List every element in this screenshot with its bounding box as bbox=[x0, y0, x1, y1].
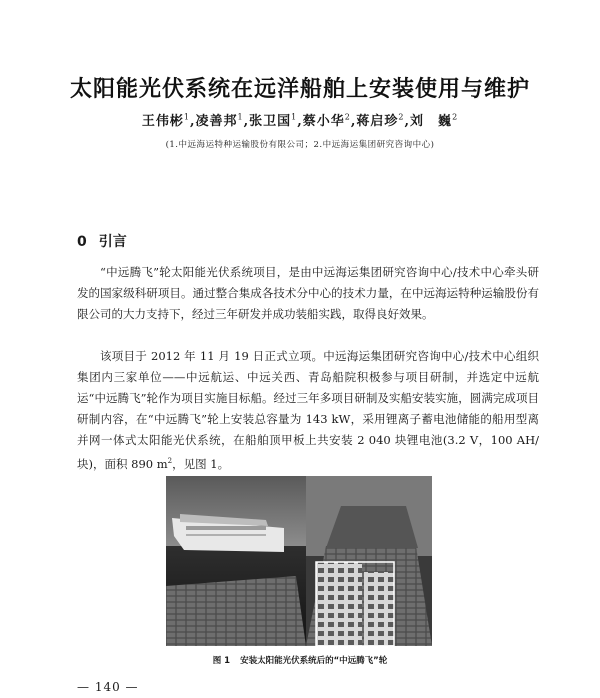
building-inset bbox=[364, 572, 394, 646]
section-title: 引言 bbox=[98, 234, 127, 250]
body-paragraph-2: 该项目于 2012 年 11 月 19 日正式立项。中远海运集团研究咨询中心/技术中心组织集团内三家单位——中远航运、中远关西、青岛船院积极参与项目研制，并选定中远航运“中远腾飞”轮作为项目实施目标船。经过三年多项目研制及实船安装实施，圆满完成项目研制内容，在“中远腾飞”轮上安装总容量为 143 kW，采用锂离子蓄电池储能的船用型离并网一体式太阳能光伏系统，在船舶顶甲板上共安装 2 040 块锂电池(3.2 V，100 AH/块)，面积 890 $m^2$，见图 1。 bbox=[77, 349, 539, 471]
solar-panel-closeup bbox=[166, 576, 306, 646]
deck-surface bbox=[326, 506, 418, 548]
author: 张卫国$^1$ bbox=[249, 112, 298, 129]
author-affiliations: (1.中远海运特种运输股份有限公司；2.中远海运集团研究咨询中心) bbox=[165, 140, 435, 150]
author: 王伟彬$^1$ bbox=[141, 112, 190, 129]
figure-1-image bbox=[166, 476, 432, 646]
article-title: 太阳能光伏系统在远洋船舶上安装使用与维护 bbox=[69, 77, 530, 102]
author: 凌善邦$^1$ bbox=[195, 112, 244, 129]
figure-1-caption bbox=[0, 654, 600, 666]
figure-caption-text: 安装太阳能光伏系统后的“中远腾飞”轮 bbox=[240, 656, 388, 666]
section-heading bbox=[77, 231, 127, 251]
author: 蔡小华$^2$ bbox=[302, 112, 351, 129]
author: 蒋启珍$^2$ bbox=[356, 112, 405, 129]
author-list: 王伟彬$^1$,凌善邦$^1$,张卫国$^1$,蔡小华$^2$,蒋启珍$^2$,刘 巍$^2$ bbox=[141, 112, 459, 129]
author: 刘 巍$^2$ bbox=[410, 112, 459, 129]
figure-number: 图 1 bbox=[212, 656, 231, 666]
body-paragraph-1: “中远腾飞”轮太阳能光伏系统项目，是由中远海运集团研究咨询中心/技术中心牵头研发的国家级科研项目。通过整合集成各技术分中心的技术力量，在中远海运特种运输股份有限公司的大力支持下，经过三年研发并成功装船实践，取得良好效果。 bbox=[77, 265, 539, 321]
page-number: — 140 — bbox=[77, 680, 139, 694]
section-number: 0 bbox=[77, 234, 87, 250]
building-inset bbox=[316, 562, 362, 646]
figure-photo-collage bbox=[166, 476, 432, 646]
